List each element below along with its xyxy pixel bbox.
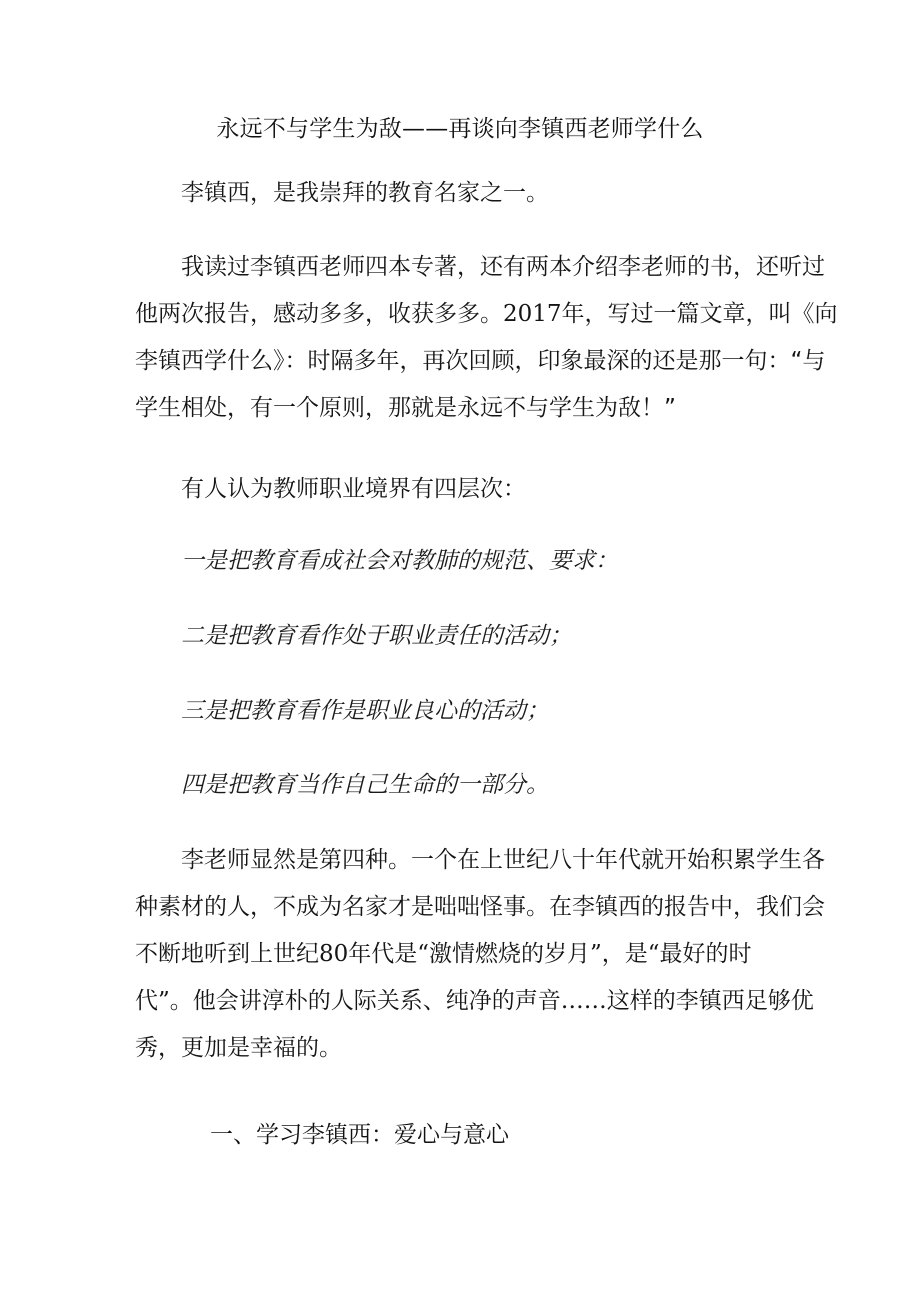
- document-title: 永远不与学生为敌——再谈向李镇西老师学什么: [216, 116, 704, 142]
- quote-open: ：“与: [767, 348, 826, 374]
- paragraph-intro: 李镇西，是我崇拜的教育名家之一。: [181, 180, 549, 206]
- paragraph-line: 他两次报告，感动多多，收获多多。2017年，写过一篇文章，叫《向: [135, 301, 838, 327]
- paragraph-line: 种素材的人，不成为名家才是咄咄怪事。在李镇西的报告中，我们会: [135, 894, 825, 920]
- paragraph-line: 秀，更加是幸福的。: [135, 1035, 342, 1061]
- paragraph-line: 不断地听到上世纪80年代是“激情燃烧的岁月”，是“最好的时: [135, 941, 752, 967]
- paragraph-line: 李老师显然是第四种。一个在上世纪八十年代就开始积累学生各: [181, 847, 825, 873]
- section-heading: 一、学习李镇西：爱心与意心: [210, 1122, 509, 1148]
- paragraph-levels-intro: 有人认为教师职业境界有四层次：: [181, 476, 526, 502]
- paragraph-line: 代”。他会讲淳朴的人际关系、纯净的声音……这样的李镇西足够优: [135, 988, 814, 1014]
- quote-line: 学生相处，有一个原则，那就是永远不与学生为敌！”: [135, 395, 676, 421]
- paragraph-line: [135, 338, 826, 385]
- level-item-3: 三是把教育看作是职业良心的活动；: [181, 698, 549, 724]
- paragraph-fourth-kind: [135, 837, 825, 1072]
- paragraph-background: [135, 244, 838, 385]
- level-item-1: 一是把教育看成社会对教肺的规范、要求：: [181, 548, 618, 574]
- paragraph-line-part: 李镇西学什么》：时隔多年，再次回顾，印象最深的还是那一句: [135, 348, 768, 374]
- level-item-4: 四是把教育当作自己生命的一部分。: [181, 772, 549, 798]
- paragraph-line: 我读过李镇西老师四本专著，还有两本介绍李老师的书，还听过: [181, 254, 825, 280]
- level-item-2: 二是把教育看作处于职业责任的活动；: [181, 623, 572, 649]
